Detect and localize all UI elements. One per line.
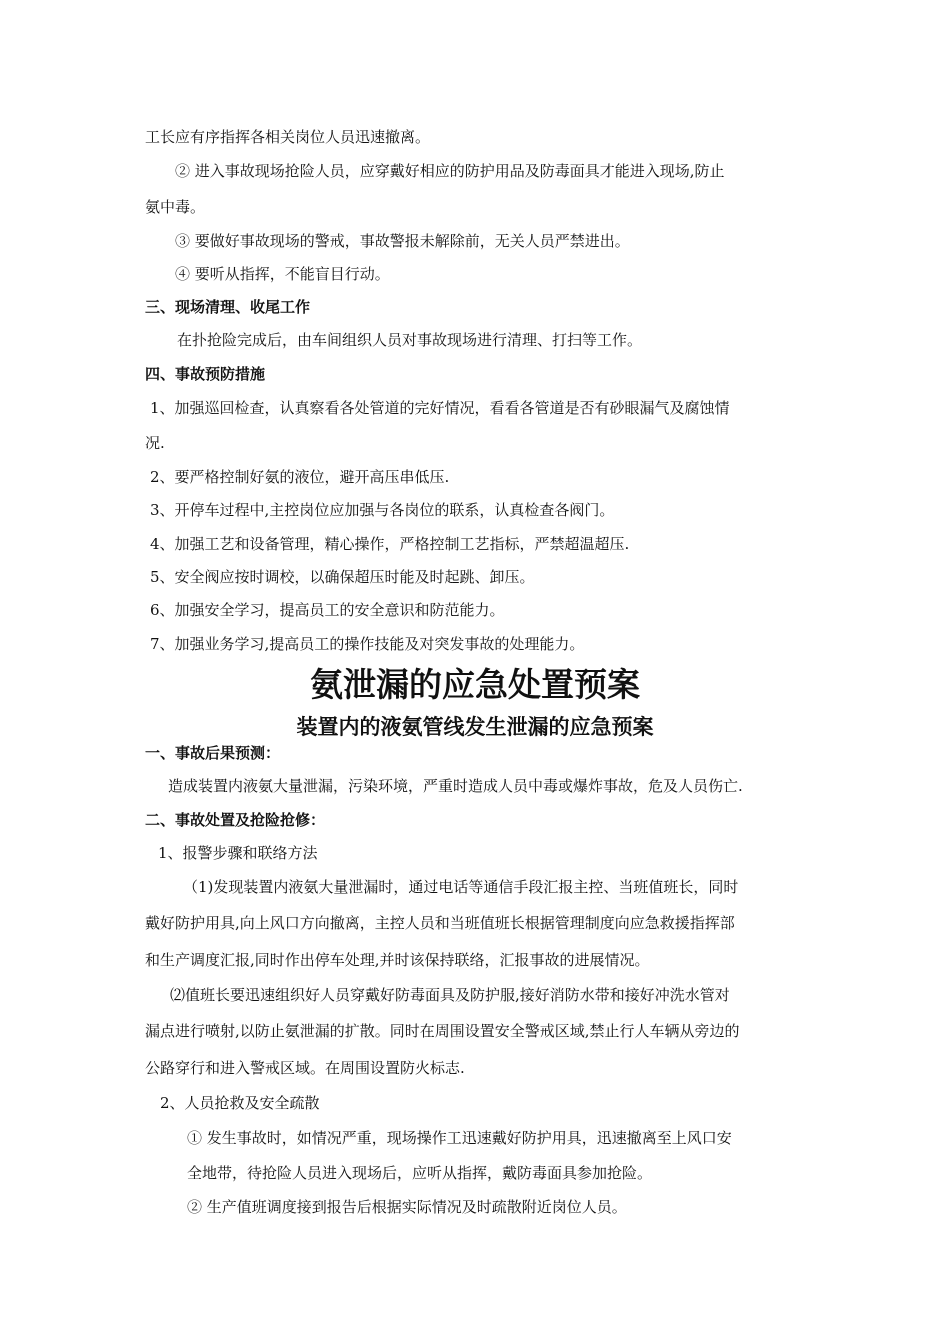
list-item: 4、加强工艺和设备管理，精心操作，严格控制工艺指标，严禁超温超压. bbox=[150, 535, 630, 553]
text-line: ⑵值班长要迅速组织好人员穿戴好防毒面具及防护服,接好消防水带和接好冲洗水管对 bbox=[170, 986, 730, 1004]
text-line: ③ 要做好事故现场的警戒，事故警报未解除前，无关人员严禁进出。 bbox=[175, 232, 630, 250]
section-heading: 二、事故处置及抢险抢修： bbox=[145, 811, 326, 829]
section-heading: 三、现场清理、收尾工作 bbox=[145, 298, 311, 316]
list-item: 况. bbox=[145, 434, 165, 452]
text-line: 全地带，待抢险人员进入现场后，应听从指挥，戴防毒面具参加抢险。 bbox=[187, 1164, 653, 1182]
text-line: ① 发生事故时，如情况严重，现场操作工迅速戴好防护用具，迅速撤离至上风口安 bbox=[187, 1129, 732, 1147]
list-item: 1、加强巡回检查，认真察看各处管道的完好情况，看看各管道是否有砂眼漏气及腐蚀情 bbox=[150, 399, 730, 417]
list-item: 5、安全阀应按时调校，以确保超压时能及时起跳、卸压。 bbox=[150, 568, 535, 586]
text-line: 氨中毒。 bbox=[145, 198, 206, 216]
text-line: 工长应有序指挥各相关岗位人员迅速撤离。 bbox=[145, 128, 431, 146]
text-line: 和生产调度汇报,同时作出停车处理,并时该保持联络，汇报事故的进展情况。 bbox=[145, 951, 650, 969]
section-heading: 一、事故后果预测： bbox=[145, 744, 281, 762]
text-line: 漏点进行喷射,以防止氨泄漏的扩散。同时在周围设置安全警戒区域,禁止行人车辆从旁边的 bbox=[145, 1022, 740, 1040]
list-item: 3、开停车过程中,主控岗位应加强与各岗位的联系，认真检查各阀门。 bbox=[150, 501, 615, 519]
paragraph: 造成装置内液氨大量泄漏，污染环境，严重时造成人员中毒或爆炸事故，危及人员伤亡. bbox=[168, 777, 743, 795]
paragraph: 在扑抢险完成后，由车间组织人员对事故现场进行清理、打扫等工作。 bbox=[177, 331, 643, 349]
text-line: （1)发现装置内液氨大量泄漏时，通过电话等通信手段汇报主控、当班值班长，同时 bbox=[183, 878, 739, 896]
document-subtitle: 装置内的液氨管线发生泄漏的应急预案 bbox=[296, 714, 654, 739]
text-line: ② 进入事故现场抢险人员，应穿戴好相应的防护用品及防毒面具才能进入现场,防止 bbox=[175, 162, 725, 180]
list-item: 6、加强安全学习，提高员工的安全意识和防范能力。 bbox=[150, 601, 505, 619]
list-item: 2、要严格控制好氨的液位，避开高压串低压. bbox=[150, 468, 450, 486]
text-line: 戴好防护用具,向上风口方向撤离，主控人员和当班值班长根据管理制度向应急救援指挥部 bbox=[145, 914, 735, 932]
text-line: ② 生产值班调度接到报告后根据实际情况及时疏散附近岗位人员。 bbox=[187, 1198, 627, 1216]
subsection-heading: 1、报警步骤和联络方法 bbox=[158, 844, 318, 862]
text-line: ④ 要听从指挥，不能盲目行动。 bbox=[175, 265, 390, 283]
list-item: 7、加强业务学习,提高员工的操作技能及对突发事故的处理能力。 bbox=[150, 635, 585, 653]
document-title: 氨泄漏的应急处置预案 bbox=[310, 665, 640, 704]
text-line: 公路穿行和进入警戒区域。在周围设置防火标志. bbox=[145, 1059, 465, 1077]
subsection-heading: 2、人员抢救及安全疏散 bbox=[160, 1094, 320, 1112]
section-heading: 四、事故预防措施 bbox=[145, 365, 266, 383]
